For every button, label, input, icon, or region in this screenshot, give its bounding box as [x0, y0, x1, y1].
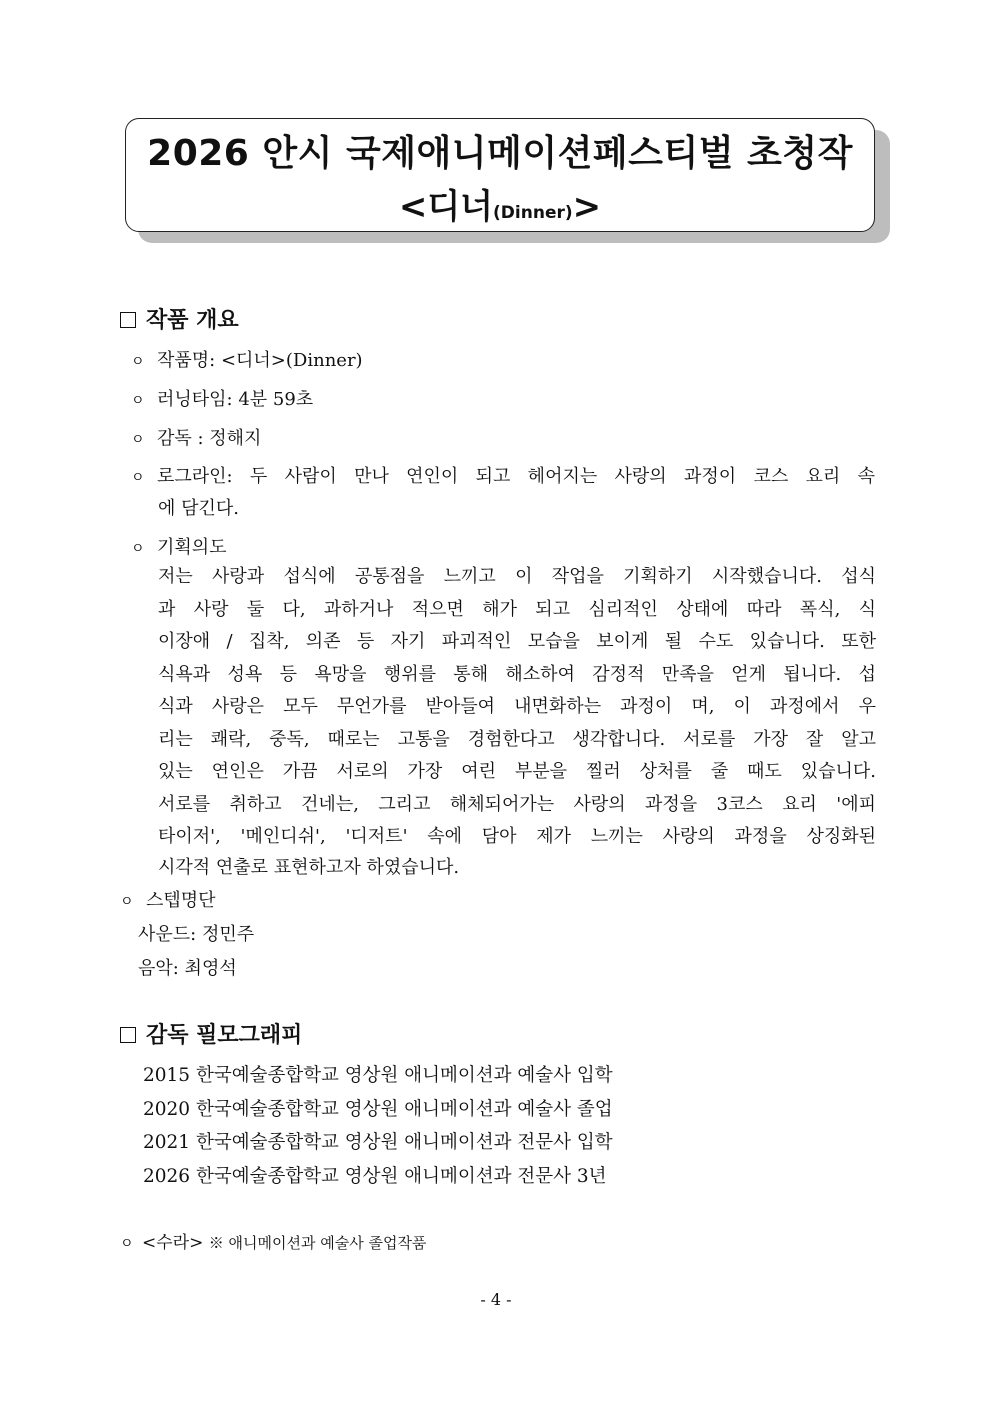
logline-continuation: 에 담긴다.: [158, 498, 239, 519]
film-title: [126, 179, 874, 228]
intent-line: 식과 사랑은 모두 무언가를 받아들여 내면화하는 과정이 며, 이 과정에서 우: [158, 696, 876, 717]
square-box-icon: [120, 312, 136, 328]
intent-line: 있는 연인은 가끔 서로의 가장 여린 부분을 찔러 상처를 줄 때도 있습니다.: [158, 761, 876, 782]
filmography-item: 2015 한국예술종합학교 영상원 애니메이션과 예술사 입학: [143, 1065, 613, 1086]
runtime-bullet: ㅇ 러닝타임: 4분 59초: [131, 389, 314, 410]
circle-bullet-icon: ㅇ: [120, 1236, 134, 1252]
intent-line: 서로를 취하고 건네는, 그리고 해체되어가는 사랑의 과정을 3코스 요리 '에피: [158, 793, 876, 815]
intent-line: 저는 사랑과 섭식에 공통점을 느끼고 이 작업을 기획하기 시작했습니다. 섭식: [158, 566, 876, 587]
intent-paragraph: [158, 561, 876, 854]
intent-line: 타이저', '메인디쉬', '디저트' 속에 담아 제가 느끼는 사랑의 과정을 상징화된: [158, 826, 876, 847]
document-title: 2026 안시 국제애니메이션페스티벌 초청작: [147, 133, 853, 174]
circle-bullet-icon: ㅇ: [131, 393, 145, 409]
staff-music: 음악: 최영석: [138, 958, 237, 979]
intent-line: 리는 쾌락, 중독, 때로는 고통을 경험한다고 생각합니다. 서로를 가장 잘 알고: [158, 728, 876, 750]
filmography-item: 2021 한국예술종합학교 영상원 애니메이션과 전문사 입학: [143, 1132, 613, 1153]
intent-last-line: 시각적 연출로 표현하고자 하였습니다.: [158, 857, 460, 878]
film-title-end: >: [572, 187, 602, 227]
circle-bullet-icon: ㅇ: [120, 894, 134, 910]
circle-bullet-icon: ㅇ: [131, 470, 145, 486]
film-title-main: <디너: [398, 187, 494, 227]
circle-bullet-icon: ㅇ: [131, 541, 145, 557]
filmography-item: 2026 한국예술종합학교 영상원 애니메이션과 전문사 3년: [143, 1166, 607, 1187]
page-number: - 4 -: [480, 1290, 512, 1309]
director-bullet: ㅇ 감독 : 정해지: [131, 428, 262, 449]
film-title-english: (Dinner): [493, 203, 573, 223]
graduation-work-desc: ※ 애니메이션과 예술사 졸업작품: [208, 1234, 427, 1252]
graduation-work-title: <수라>: [142, 1233, 204, 1253]
intent-bullet: ㅇ 기획의도: [131, 537, 227, 558]
filmography-item: 2020 한국예술종합학교 영상원 애니메이션과 예술사 졸업: [143, 1099, 613, 1120]
overview-heading: 작품 개요: [120, 303, 239, 334]
logline-bullet: ㅇ 로그라인: 두 사람이 만나 연인이 되고 헤어지는 사랑의 과정이 코스 요리 속: [131, 466, 875, 487]
circle-bullet-icon: ㅇ: [131, 432, 145, 448]
staff-sound: 사운드: 정민주: [138, 924, 255, 945]
title-box: [125, 118, 875, 232]
circle-bullet-icon: ㅇ: [131, 354, 145, 370]
graduation-work-note: [120, 1228, 426, 1253]
staff-bullet: ㅇ 스텝명단: [120, 890, 216, 911]
intent-line: 과 사랑 둘 다, 과하거나 적으면 해가 되고 심리적인 상태에 따라 폭식, 식: [158, 598, 876, 620]
square-box-icon: [120, 1027, 136, 1043]
filmography-heading: 감독 필모그래피: [120, 1018, 302, 1049]
intent-line: 이장애 / 집착, 의존 등 자기 파괴적인 모습을 보이게 될 수도 있습니다. 또한: [158, 631, 876, 652]
title-bullet: ㅇ 작품명: <디너>(Dinner): [131, 350, 363, 371]
intent-line: 식욕과 성욕 등 욕망을 행위를 통해 해소하여 감정적 만족을 얻게 됩니다. 섭: [158, 663, 876, 685]
